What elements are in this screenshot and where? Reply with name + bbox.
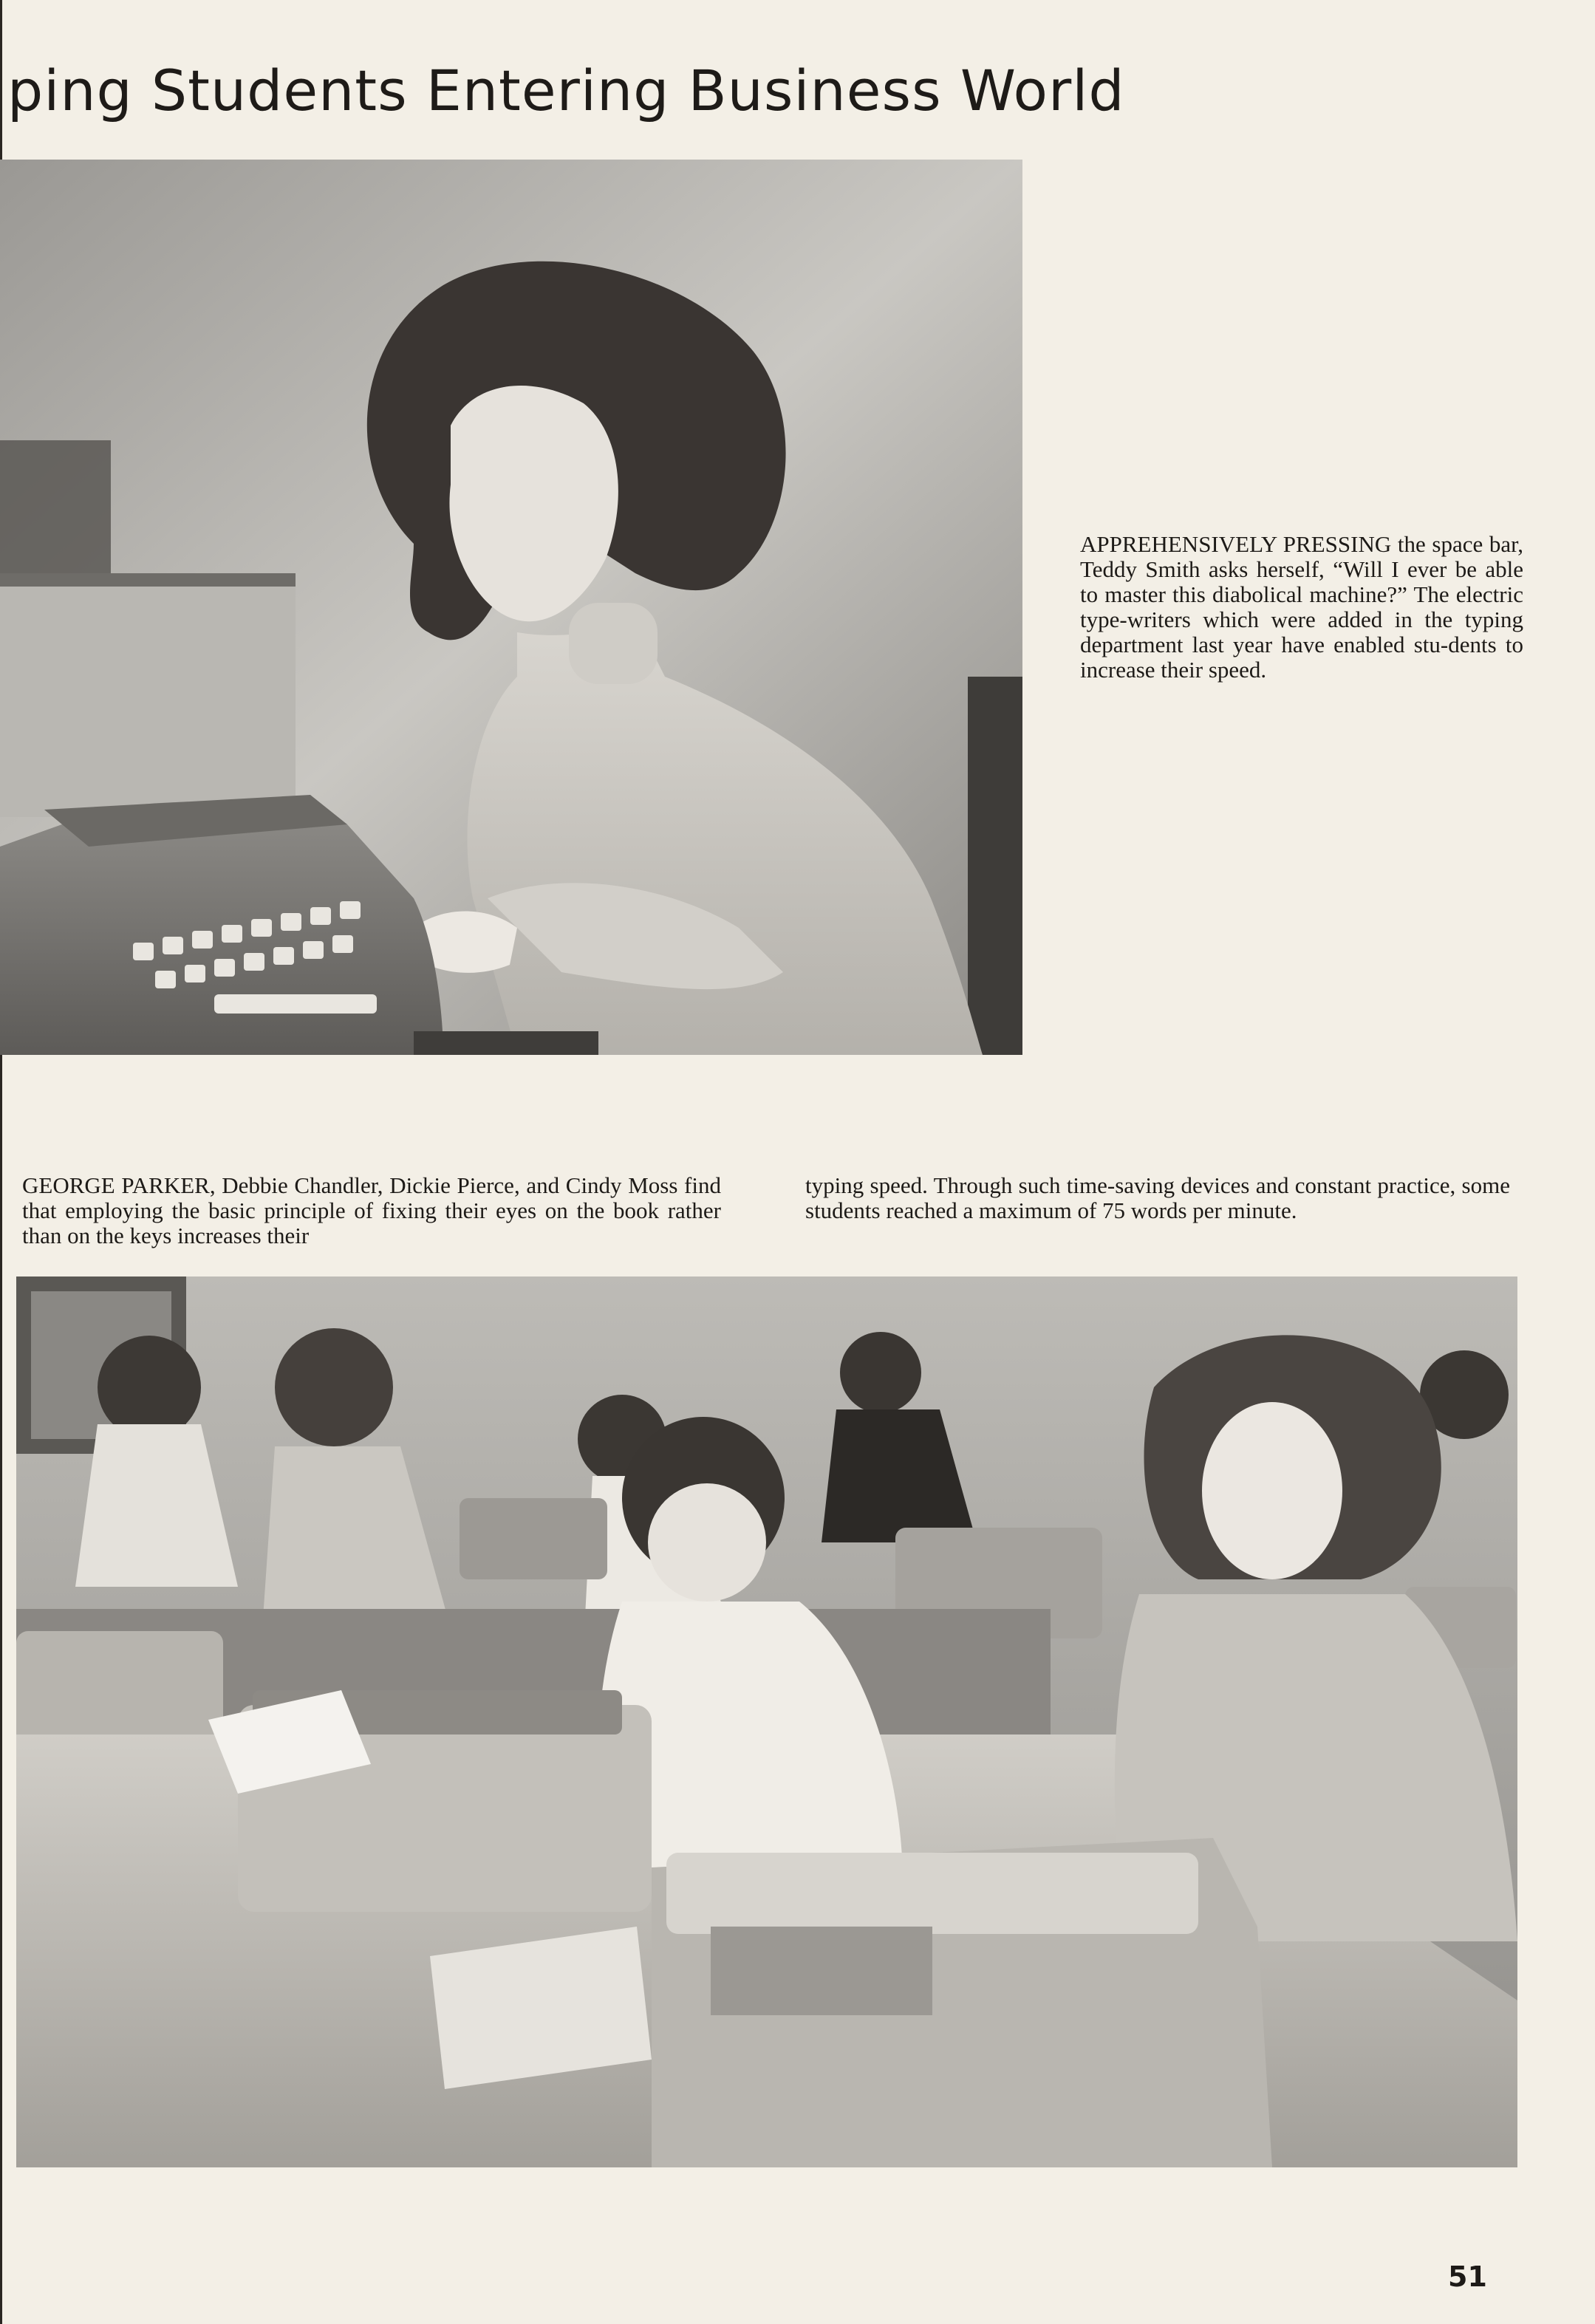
caption-bottom-left: GEORGE PARKER, Debbie Chandler, Dickie Pierce, and Cindy Moss find that employing the basic principle of fixing their eyes on the book rather than on the keys increases their [22,1172,721,1248]
caption-bottom-right: typing speed. Through such time-saving devices and constant practice, some students reached a maximum of 75 words per minute. [805,1172,1510,1223]
page-number: 51 [1448,2260,1487,2293]
photo-classroom-image [16,1277,1517,2167]
photo-typist [0,160,1022,1055]
photo-classroom [16,1277,1517,2167]
caption-top-photo: APPREHENSIVELY PRESSING the space bar, Teddy Smith asks herself, “Will I ever be able to master this diabolical machine?” The electric type-writers which were added in the typing department last year have enabled stu-dents to increase their speed. [1080,531,1523,683]
page-headline: ping Students Entering Business World [7,58,1125,123]
photo-typist-image [0,160,1022,1055]
